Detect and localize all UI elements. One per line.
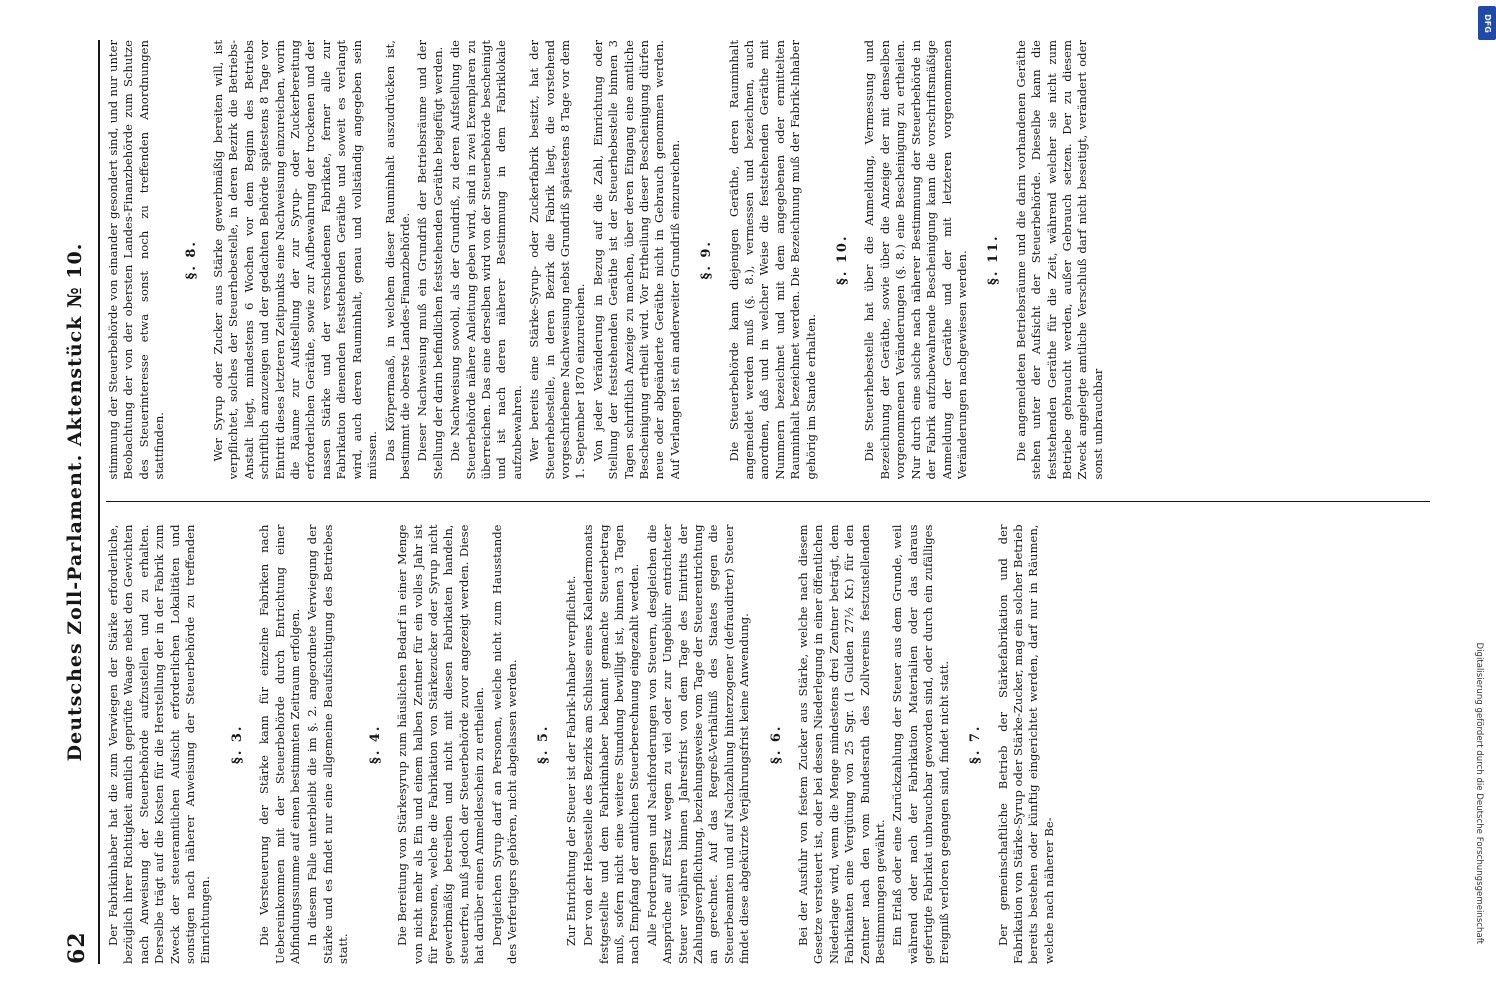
paragraph: Die Nachweisung sowohl, als der Grundriß, zu deren Aufstellung die Steuerbehörde nähere Anleitung geben wird, sind in zwei Exemplaren zu überreichen. Das eine derselben wird von der Steuerbehörde bescheinigt und ist nach deren näherer Bestimmung in dem Fabriklokale aufzubewahren. [448, 40, 524, 480]
paragraph: Die angemeldeten Betriebsräume und die darin vorhandenen Geräthe stehen unter der Aufsicht der Steuerbehörde. Dieselbe kann die feststehenden Geräthe für die Zeit, während welcher sie nicht zum Betriebe gebraucht werden, außer Gebrauch setzen. Der zu diesem Zweck angelegte amtliche Verschluß darf nicht beseitigt, verändert oder sonst unbrauchbar [1013, 40, 1105, 480]
section-heading-3: §. 3. [229, 724, 245, 764]
left-column [106, 525, 1430, 965]
digitization-note: Digitalisierung gefördert durch die Deutsche Forschungsgemeinschaft [1474, 642, 1484, 944]
paragraph: Der gemeinschaftliche Betrieb der Stärkefabrikation und der Fabrikation von Stärke-Syrup oder Stärke-Zucker, mag ein solcher Betrieb bereits bestehen oder künftig eingerichtet werden, darf nur in Räumen, welche nach näherer Be- [995, 524, 1056, 964]
section-heading-4: §. 4. [367, 724, 383, 764]
page-header [60, 40, 90, 964]
paragraph: In diesem Falle unterbleibt die im §. 2. angeordnete Verwiegung der Stärke und es findet nur eine allgemeine Beaufsichtigung des Betriebes statt. [305, 524, 351, 964]
header-rule [98, 40, 100, 964]
paragraph: Ein Erlaß oder eine Zurückzahlung der Steuer aus dem Grunde, weil während oder nach der Fabrikation Materialien oder das daraus gefertigte Fabrikat unbrauchbar geworden sind, oder durch ein zufälliges Ereigniß verloren gegangen sind, findet nicht statt. [890, 524, 951, 964]
section-heading-8: §. 8. [183, 240, 199, 280]
paragraph: Wer Syrup oder Zucker aus Stärke gewerbmäßig bereiten will, ist verpflichtet, solches der Steuerhebestelle, in deren Bezirk die Betriebs-Anstalt liegt, mindestens 6 Wochen vor dem Beginn des Betriebs schriftlich anzuzeigen und der gedachten Behörde spätestens 8 Tage vor Eintritt dieses letzteren Zeitpunkts eine Nachweisung einzureichen, worin die Räume zur Aufstellung der zur Syrup- oder Zuckerbereitung erforderlichen Geräthe, sowie zur Aufbewahrung der trockenen und der nassen Stärke und der verschiedenen Fabrikate, ferner alle zur Fabrikation dienenden feststehenden Geräthe und soweit es verlangt wird, auch deren Rauminhalt, genau und vollständig angegeben sein müssen. [211, 40, 380, 480]
paragraph: Der von der Hebestelle des Bezirks am Schlusse eines Kalendermonats festgestellte und dem Fabrikinhaber bekannt gemachte Steuerbetrag muß, sofern nicht eine weitere Stundung bewilligt ist, binnen 3 Tagen nach Empfang der amtlichen Steuerberechnung eingezahlt werden. [581, 524, 642, 964]
dfg-logo [1478, 6, 1496, 40]
paragraph: Alle Forderungen und Nachforderungen von Steuern, desgleichen die Ansprüche auf Ersatz wegen zu viel oder zur Ungebühr entrichteter Steuer verjähren binnen Jahresfrist von dem Tage des Eintritts der Zahlungsverpflichtung, beziehungsweise vom Tage der Steuerentrichtung an gerechnet. Auf das Regreß-Verhältniß des Staates gegen die Steuerbeamten und auf Nachzahlung hinterzogener (defraudirter) Steuer findet diese abgekürzte Verjährungsfrist keine Anwendung. [644, 524, 752, 964]
column-divider [106, 502, 1430, 503]
dfg-logo-text: DFG [1482, 13, 1492, 33]
right-column [106, 40, 1430, 480]
paragraph: Wer bereits eine Stärke-Syrup- oder Zuckerfabrik besitzt, hat der Steuerhebestelle, in deren Bezirk die Fabrik liegt, die vorstehend vorgeschriebene Nachweisung nebst Grundriß spätestens 8 Tage vor dem 1. September 1870 einzureichen. [527, 40, 588, 480]
paragraph: Von jeder Veränderung in Bezug auf die Zahl, Einrichtung oder Stellung der feststehenden Geräthe ist der Steuerhebestelle binnen 3 Tagen schriftlich Anzeige zu machen, über deren Eingang eine amtliche Bescheinigung ertheilt wird. Vor Ertheilung dieser Bescheinigung dürfen neue oder abgeänderte Geräthe nicht in Gebrauch genommen werden. Auf Verlangen ist ein anderweiter Grundriß einzureichen. [590, 40, 682, 480]
rotated-document [60, 32, 1440, 972]
paragraph: Der Fabrikinhaber hat die zum Verwiegen der Stärke erforderliche, bezüglich ihrer Richtigkeit amtlich geprüfte Waage nebst den Gewichten nach Anweisung der Steuerbehörde aufzustellen und zu erhalten. Derselbe trägt auf die Kosten für die Herstellung der in der Fabrik zum Zweck der steueramtlichen Aufsicht erforderlichen Lokalitäten und sonstigen nach näherer Anweisung der Steuerbehörde zu treffenden Einrichtungen. [106, 524, 213, 964]
page-title: Deutsches Zoll-Parlament. Aktenstück № 10. [64, 242, 86, 762]
section-heading-11: §. 11. [986, 234, 1002, 285]
paragraph: Zur Entrichtung der Steuer ist der Fabrik-Inhaber verpflichtet. [563, 575, 578, 946]
paragraph: Bei der Ausfuhr von festem Zucker aus Stärke, welche nach diesem Gesetze versteuert ist, oder bei dessen Niederlegung in einer öffentlichen Niederlage wird, wenn die Menge mindestens drei Zentner beträgt, dem Fabrikanten eine Vergütung von 25 Sgr. (1 Gulden 27½ Kr.) für den Zentner nach den vom Bundesrath des Zollvereins festzustellenden Bestimmungen gewährt. [796, 524, 888, 964]
paragraph: Die Steuerhebestelle hat über die Anmeldung, Vermessung und Bezeichnung der Geräthe, sowie über die Anzeige der mit denselben vorgenommenen Veränderungen (§. 8.) eine Bescheinigung zu ertheilen. Nur durch eine solche nach näherer Bestimmung der Steuerbehörde in der Fabrik aufzubewahrende Bescheinigung kann die vorschriftsmäßige Anmeldung der Geräthe und der mit letzteren vorgenommenen Veränderungen nachgewiesen werden. [862, 40, 969, 480]
digitization-footer [1468, 8, 1490, 988]
paragraph: Die Versteuerung der Stärke kann für einzelne Fabriken nach Uebereinkommen mit der Steuerbehörde durch Entrichtung einer Abfindungssumme auf einen bestimmten Zeitraum erfolgen. [257, 524, 303, 964]
paragraph: stimmung der Steuerbehörde von einander gesondert sind, und nur unter Beobachtung der von der obersten Landes-Finanzbehörde zum Schutze des Steuerinteresse etwa sonst noch zu treffenden Anordnungen stattfinden. [106, 40, 167, 480]
paragraph: Dergleichen Syrup darf an Personen, welche nicht zum Hausstande des Verfertigers gehören, nicht abgelassen werden. [489, 524, 519, 964]
paragraph: Die Steuerbehörde kann diejenigen Geräthe, deren Rauminhalt angemeldet werden muß (§. 8.), vermessen und bezeichnen, auch anordnen, daß und in welcher Weise die feststehenden Geräthe mit Nummern bezeichnet und mit dem angegebenen oder ermittelten Rauminhalt bezeichnet werden. Die Bezeichnung muß der Fabrik-Inhaber gehörig im Stande erhalten. [726, 40, 818, 480]
section-heading-9: §. 9. [699, 240, 715, 280]
text-columns [106, 40, 1430, 964]
paragraph: Die Bereitung von Stärkesyrup zum häuslichen Bedarf in einer Menge von nicht mehr als Ein und einem halben Zentner für ein volles Jahr ist für Personen, welche die Fabrikation von Stärkezucker oder Syrup nicht gewerbmäßig betreiben und nicht mit diesen Fabrikaten handeln, steuerfrei, muß jedoch der Steuerbehörde zuvor angezeigt werden. Diese hat darüber einen Anmeldeschein zu ertheilen. [395, 524, 487, 964]
section-heading-6: §. 6. [768, 724, 784, 764]
section-heading-7: §. 7. [968, 724, 984, 764]
section-heading-10: §. 10. [835, 234, 851, 285]
section-heading-5: §. 5. [536, 724, 552, 764]
paragraph: Das Körpermaaß, in welchem dieser Rauminhalt auszudrücken ist, bestimmt die oberste Landes-Finanzbehörde. [382, 40, 412, 480]
page-number: 62 [64, 931, 90, 964]
paragraph: Dieser Nachweisung muß ein Grundriß der Betriebsräume und der Stellung der darin befindlichen feststehenden Geräthe beigefügt werden. [415, 40, 445, 480]
